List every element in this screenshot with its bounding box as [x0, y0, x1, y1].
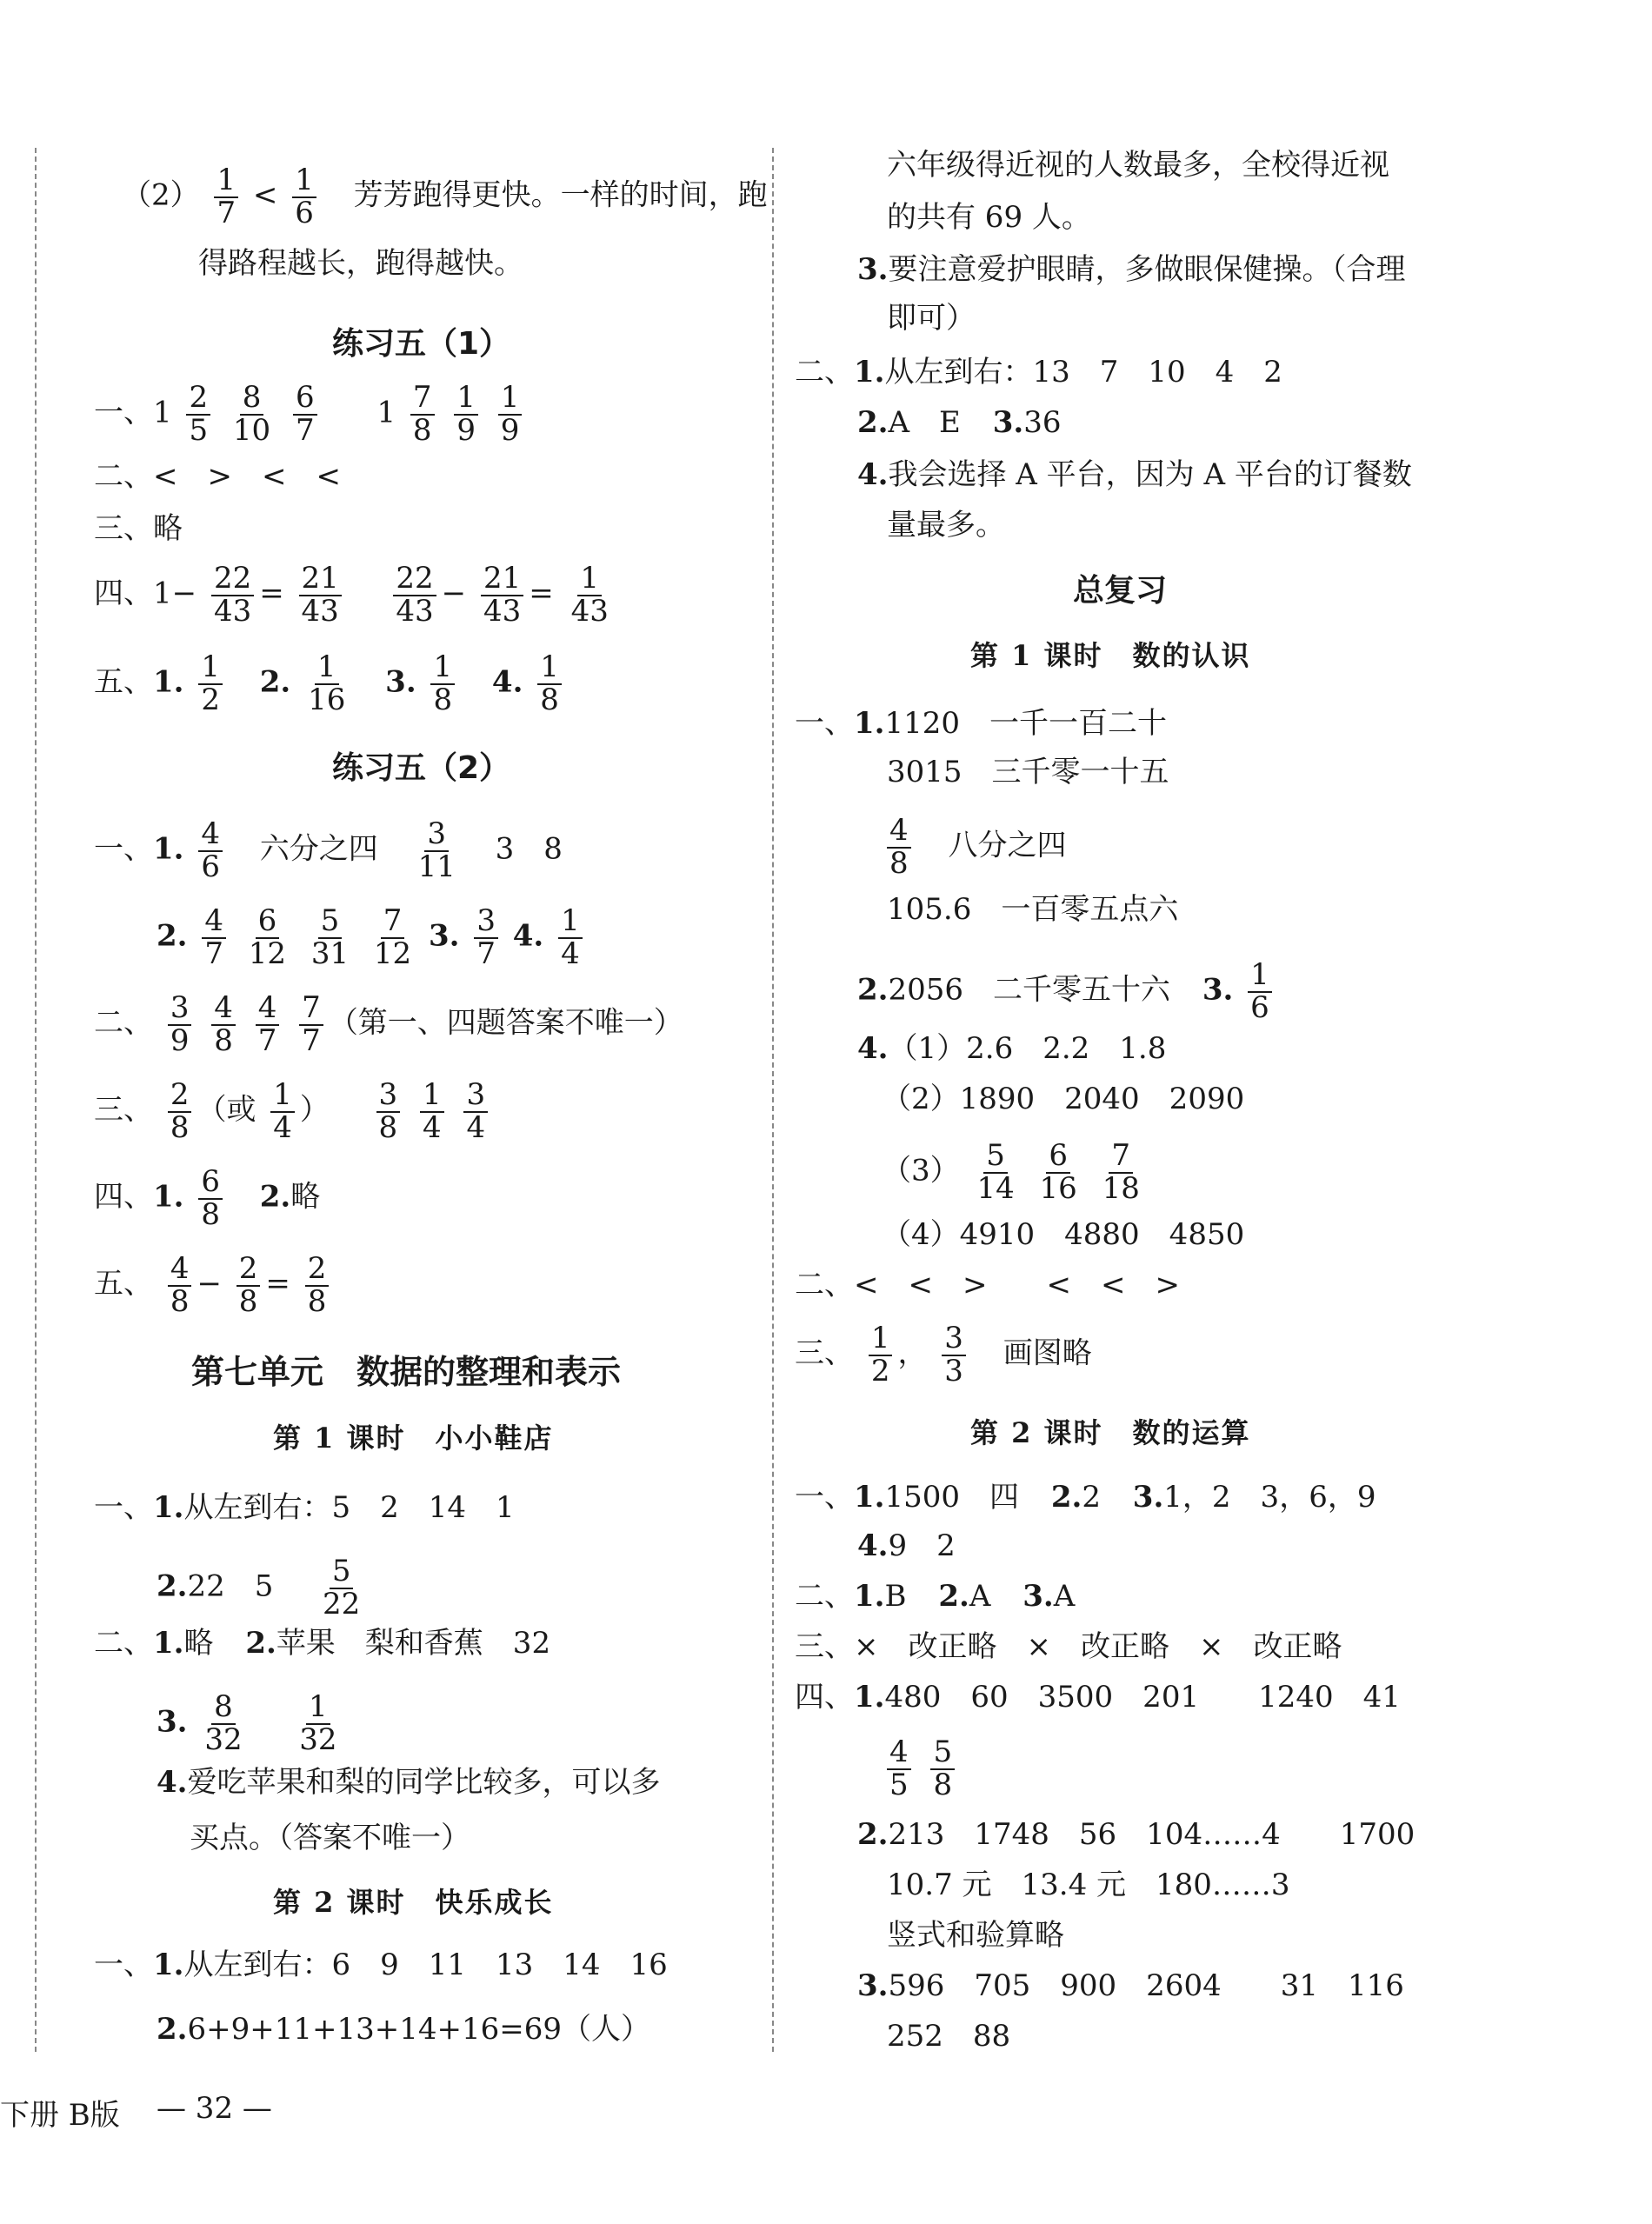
fraction: $\frac{5}{8}$	[930, 1737, 955, 1801]
answer-line: 的共有 69 人。	[887, 200, 1091, 235]
fraction: $\frac{1}{6}$	[1248, 960, 1272, 1023]
fraction: $\frac{2}{8}$	[168, 1080, 192, 1143]
fraction: $\frac{1}{8}$	[537, 652, 562, 716]
fraction: $\frac{3}{3}$	[942, 1323, 966, 1387]
fraction: $\frac{2}{5}$	[186, 383, 210, 446]
answer-line: 三、 $\frac{2}{8}$ （或 $\frac{1}{4}$ ） $\frac{3}{8}$ $\frac{1}{4}$ $\frac{3}{4}$	[94, 1080, 493, 1143]
fraction: $\frac{6}{7}$	[293, 383, 317, 446]
fraction: $\frac{6}{12}$	[248, 903, 287, 971]
fraction: $\frac{3}{7}$	[474, 906, 498, 969]
lesson-heading: 第 2 课时 快乐成长	[273, 1886, 554, 1919]
answer-line: 二、1.从左到右：13 7 10 4 2	[795, 355, 1282, 390]
answer-line: 4.爱吃苹果和梨的同学比较多，可以多	[157, 1765, 661, 1800]
answer-line: 二、< > < <	[94, 459, 341, 494]
answer-line: 3. $\frac{8}{32}$ $\frac{1}{32}$	[157, 1692, 344, 1755]
fraction: $\frac{4}{8}$	[168, 1254, 192, 1317]
footer-label: 下册 B版	[0, 2098, 120, 2133]
fraction: $\frac{1}{9}$	[454, 383, 478, 446]
answer-line: 即可）	[887, 301, 976, 336]
fraction: $\frac{5}{14}$	[976, 1138, 1015, 1206]
fraction: $\frac{6}{8}$	[198, 1167, 223, 1230]
fraction: $\frac{21}{43}$	[299, 563, 342, 627]
fraction: $\frac{3}{11}$	[417, 816, 456, 884]
answer-line: 三、略	[94, 511, 183, 546]
left-margin-rule	[35, 148, 37, 2052]
fraction: $\frac{1}{8}$	[430, 652, 455, 716]
fraction: $\frac{2}{8}$	[305, 1254, 330, 1317]
unit-heading: 第七单元 数据的整理和表示	[191, 1353, 622, 1391]
answer-line: 三、 $\frac{1}{2}$ ， $\frac{3}{3}$ 画图略	[795, 1321, 1092, 1388]
answer-line: 买点。（答案不唯一）	[190, 1821, 470, 1855]
fraction: $\frac{1}{2}$	[198, 652, 223, 716]
fraction: $\frac{22}{43}$	[393, 563, 436, 627]
answer-line: 二、 $\frac{3}{9}$ $\frac{4}{8}$ $\frac{4}{7}$ $\frac{7}{7}$ （第一、四题答案不唯一）	[94, 990, 683, 1058]
answer-line: 3.596 705 900 2604 31 116	[857, 1968, 1404, 2003]
fraction: $\frac{4}{7}$	[256, 993, 280, 1056]
fraction: $\frac{7}{12}$	[373, 903, 412, 971]
fraction: $\frac{4}{6}$	[198, 819, 223, 882]
section-heading: 总复习	[1073, 573, 1168, 609]
answer-line: 二、1.略 2.苹果 梨和香蕉 32	[94, 1626, 551, 1661]
fraction: $\frac{1}{6}$	[292, 165, 316, 229]
answer-line	[882, 1737, 960, 1801]
fraction: $\frac{1}{43}$	[570, 561, 609, 629]
fraction: $\frac{1}{4}$	[270, 1080, 295, 1143]
fraction: $\frac{1}{4}$	[558, 906, 583, 969]
lesson-heading: 第 1 课时 数的认识	[970, 639, 1251, 672]
fraction: $\frac{22}{43}$	[211, 563, 254, 627]
answer-line: $\frac{4}{8}$ 八分之四	[882, 816, 1066, 879]
answer-line: 2.2056 二千零五十六 3. $\frac{1}{6}$	[857, 960, 1277, 1023]
answer-line: 得路程越长，跑得越快。	[198, 246, 523, 281]
answer-line: 一、1 $\frac{2}{5}$ $\frac{8}{10}$ $\frac{6}{7}$ 1 $\frac{7}{8}$ $\frac{1}{9}$ $\frac{1}{9}$	[94, 383, 527, 446]
fraction: $\frac{4}{8}$	[211, 993, 236, 1056]
fraction: $\frac{8}{32}$	[204, 1689, 243, 1757]
lesson-heading: 第 2 课时 数的运算	[970, 1416, 1251, 1449]
column-divider	[772, 148, 774, 2052]
fraction: $\frac{1}{16}$	[308, 649, 346, 717]
fraction: $\frac{7}{7}$	[299, 993, 323, 1056]
answer-line: 二、1.B 2.A 3.A	[795, 1579, 1076, 1614]
fraction: $\frac{1}{7}$	[214, 165, 238, 229]
section-heading: 练习五（1）	[332, 326, 511, 362]
answer-line: 五、 $\frac{4}{8}$ − $\frac{2}{8}$ = $\frac{2}{8}$	[94, 1254, 334, 1317]
answer-line: 4.9 2	[857, 1528, 956, 1563]
fraction: $\frac{6}{16}$	[1039, 1138, 1077, 1206]
fraction: $\frac{7}{8}$	[410, 383, 435, 446]
answer-line: （3） $\frac{5}{14}$ $\frac{6}{16}$ $\frac{7}{18}$	[882, 1141, 1148, 1204]
answer-line: 五、1. $\frac{1}{2}$ 2. $\frac{1}{16}$ 3. $\frac{1}{8}$ 4. $\frac{1}{8}$	[94, 652, 567, 716]
fraction: $\frac{1}{9}$	[498, 383, 523, 446]
answer-line: 一、1. $\frac{4}{6}$ 六分之四 $\frac{3}{11}$ 3 8	[94, 816, 563, 884]
answer-line: 一、1.从左到右：6 9 11 13 14 16	[94, 1948, 668, 1982]
section-heading: 练习五（2）	[332, 750, 511, 786]
fraction: $\frac{8}{10}$	[232, 380, 271, 448]
answer-line: 竖式和验算略	[887, 1918, 1064, 1953]
fraction: $\frac{5}{31}$	[310, 903, 350, 971]
answer-line: 4.我会选择 A 平台，因为 A 平台的订餐数	[857, 457, 1412, 492]
fraction: $\frac{5}{22}$	[323, 1554, 361, 1621]
answer-line: 一、1.1120 一千一百二十	[795, 706, 1168, 741]
answer-line: 六年级得近视的人数最多，全校得近视	[887, 148, 1389, 183]
fraction: $\frac{21}{43}$	[481, 563, 523, 627]
answer-line: 2.A E 3.36	[857, 405, 1062, 440]
answer-line: （2） $\frac{1}{7}$ < $\frac{1}{6}$ 芳芳跑得更快。一样的时间，跑	[122, 163, 768, 230]
fraction: $\frac{4}{8}$	[887, 816, 911, 879]
answer-line: 四、1− $\frac{22}{43}$ = $\frac{21}{43}$ $\frac{22}{43}$ − $\frac{21}{43}$ = $\frac{1}{43}$	[94, 563, 616, 627]
answer-line: 四、1.480 60 3500 201 1240 41	[795, 1680, 1401, 1715]
fraction: $\frac{2}{8}$	[236, 1254, 261, 1317]
fraction: $\frac{4}{5}$	[887, 1737, 911, 1801]
answer-line: 四、1. $\frac{6}{8}$ 2.略	[94, 1164, 321, 1232]
answer-line: 一、1.从左到右：5 2 14 1	[94, 1490, 515, 1525]
page-number: — 32 —	[157, 2091, 272, 2126]
fraction: $\frac{7}{18}$	[1102, 1138, 1140, 1206]
answer-line: 2. $\frac{4}{7}$ $\frac{6}{12}$ $\frac{5}{31}$ $\frac{7}{12}$ 3. $\frac{3}{7}$ 4. $\frac{1}{4}$	[157, 906, 588, 969]
answer-line: 252 88	[887, 2019, 1011, 2054]
answer-line: （4）4910 4880 4850	[882, 1217, 1245, 1252]
fraction: $\frac{1}{4}$	[420, 1080, 444, 1143]
answer-line: 2.213 1748 56 104……4 1700	[857, 1817, 1416, 1852]
answer-line: 2.22 5 $\frac{5}{22}$	[157, 1556, 368, 1620]
answer-line: 3.要注意爱护眼睛，多做眼保健操。（合理	[857, 252, 1406, 287]
fraction: $\frac{1}{2}$	[869, 1323, 893, 1387]
answer-line: 105.6 一百零五点六	[887, 892, 1179, 927]
fraction: $\frac{3}{8}$	[376, 1080, 401, 1143]
answer-line: 2.6+9+11+13+14+16=69（人）	[157, 2012, 651, 2047]
answer-line: 3015 三千零一十五	[887, 755, 1169, 789]
answer-line: 4.（1）2.6 2.2 1.8	[857, 1031, 1167, 1066]
answer-line: 量最多。	[887, 508, 1005, 543]
answer-line: 三、× 改正略 × 改正略 × 改正略	[795, 1629, 1342, 1664]
answer-line: 一、1.1500 四 2.2 3.1，2 3，6，9	[795, 1480, 1376, 1515]
fraction: $\frac{1}{32}$	[299, 1689, 337, 1757]
fraction: $\frac{3}{9}$	[168, 993, 192, 1056]
answer-line: （2）1890 2040 2090	[882, 1082, 1245, 1116]
fraction: $\frac{4}{7}$	[202, 906, 226, 969]
fraction: $\frac{3}{4}$	[463, 1080, 488, 1143]
lesson-heading: 第 1 课时 小小鞋店	[273, 1422, 554, 1455]
answer-line: 二、< < > < < >	[795, 1268, 1180, 1302]
answer-line: 10.7 元 13.4 元 180……3	[887, 1868, 1290, 1902]
